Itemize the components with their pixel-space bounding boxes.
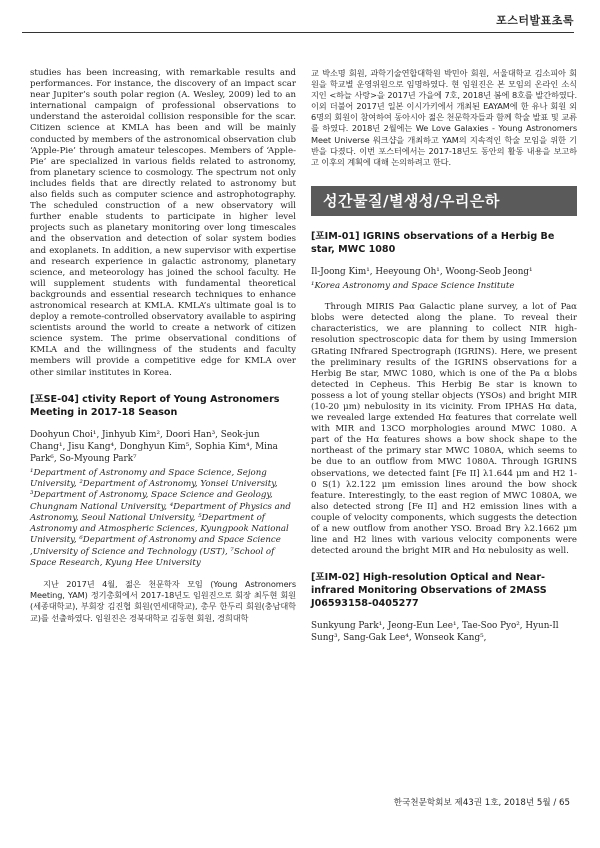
paper-abstract-se04: 지난 2017년 4월, 젊은 천문학자 모임 (Young Astronomers Meeting, YAM) 정기총회에서 2017-18년도 임원진으로 회장 최두현 회원(세종대학교), 부회장 김진협 회원(연세대학교), 총무 한두리 회원(충남대학교)를 선출하였다. 임원진은 경북대학교 김동현 회원, 경희대학 bbox=[30, 579, 296, 623]
right-column bbox=[311, 68, 577, 644]
paper-affiliations-im01: ¹Korea Astronomy and Space Science Institute bbox=[311, 280, 515, 291]
left-column bbox=[30, 68, 296, 624]
header-rule bbox=[22, 32, 574, 33]
paper-authors-se04: Doohyun Choi¹, Jinhyub Kim², Doori Han³, Seok-jun Chang¹, Jisu Kang⁴, Donghyun Kim⁵, Sophia Kim⁴, Mina Park⁶, So-Myoung Park⁷ bbox=[30, 429, 278, 464]
section-banner: 성간물질/별생성/우리은하 bbox=[311, 186, 577, 216]
running-header: 포스터발표초록 bbox=[496, 14, 574, 27]
paper-title-im01: [포IM-01] IGRINS observations of a Herbig Be star, MWC 1080 bbox=[311, 230, 555, 255]
paper-authors-im02: Sunkyung Park¹, Jeong-Eun Lee¹, Tae-Soo Pyo², Hyun-Il Sung³, Sang-Gak Lee⁴, Wonseok Kang⁵, bbox=[311, 621, 559, 644]
paper-title-se04: [포SE-04] ctivity Report of Young Astronomers Meeting in 2017-18 Season bbox=[30, 393, 280, 418]
paper-affiliations-se04: ¹Department of Astronomy and Space Science, Sejong University, ²Department of Astronomy, Yonsei University, ³Department of Astronomy, Space Science and Geology, Chungnam National University, ⁴Department of Physics and Astronomy, Seoul National University, ⁵Department of Astronomy and Atmospheric Sciences, Kyungpook National University, ⁶Department of Astronomy and Space Science ,University of Science and Technology (UST), ⁷School of Space Research, Kyung Hee University bbox=[30, 467, 291, 568]
paper-title-im02: [포IM-02] High-resolution Optical and Near-infrared Monitoring Observations of 2MASS J06593158-0405277 bbox=[311, 572, 547, 610]
continued-korean-paragraph: 교 박소명 회원, 과학기술연합대학원 박민아 회원, 서울대학교 김소피아 회원을 학교별 운영위원으로 임명하였다. 현 임원진은 본 모임의 온라인 소식지인 <하늘 사랑>을 2017년 가을에 7호, 2018년 봄에 8호를 발간하였다. 이외 더불어 2017년 일본 이시가키에서 개최된 EAYAM에 한 유나 회원 외 6명의 회원이 참여하여 동아시아 젊은 천문학자들과 함께 학술 발표 및 교류를 하였다. 2018년 2월에는 We Love Galaxies - Young Astronomers Meet Universe 워크샵을 개최하고 YAM의 지속적인 학술 모임을 위한 기반을 다졌다. 이번 포스터에서는 2017-18년도 동안의 활동 내용을 보고하고 이후의 계획에 대해 논의하려고 한다. bbox=[311, 68, 577, 167]
continued-paragraph: studies has been increasing, with remarkable results and performances. For instance, the discovery of an impact scar near Jupiter’s south polar region (A. Wesley, 2009) led to an international campaign of professional observations to understand the asteroidal collision responsible for the scar. Citizen science at KMLA has been and will be mainly conducted by members of the astronomical observation club ‘Apple-Pie’ through amateur telescopes. Members of ‘Apple-Pie’ are specialized in various fields related to astronomy, from planetary science to cosmology. The spectrum not only includes fields that are directly related to astronomy but also fields such as computer science and astrophotography. The scheduled construction of a new observatory will further enable students to participate in higher level projects such as planetary monitoring over long timescales and the observation and detection of solar system bodies and exoplanets. In addition, a new supervisor with expertise and research experience in galactic astronomy, planetary science, and meteorology has joined the school faculty. He will supplement students with fundamental theoretical backgrounds and essential research techniques to enhance astronomical research at KMLA. KMLA’s ultimate goal is to deploy a remote-controlled observatory available to aspiring scientists around the world to create a network of citizen science system. The prime observational conditions of KMLA and the willingness of the students and faculty members will provide a competitive edge for KMLA over other similar institutes in Korea. bbox=[30, 68, 296, 378]
paper-authors-im01: Il-Joong Kim¹, Heeyoung Oh¹, Woong-Seob Jeong¹ bbox=[311, 266, 533, 277]
paper-abstract-im01: Through MIRIS Paα Galactic plane survey, a lot of Paα blobs were detected along the plane. To reveal their characteristics, we are planning to collect NIR high-resolution spectroscopic data for them by using Immersion GRating INfrared Spectrograph (IGRINS). Here, we present the preliminary results of the IGRINS observations for a Herbig Be star, MWC 1080, which is one of the Pa α blobs detected in Cepheus. This Herbig Be star is known to possess a lot of young stellar objects (YSOs) and bright MIR (10-20 μm) nebulosity in its vicinity. From IPHAS Hα data, we revealed large extended Hα features that correlate well with MIR and 13CO morphologies around MWC 1080. A part of the Hα features shows a bow shock shape to the northeast of the primary star MWC 1080A, which seems to be due to an outflow from MWC 1080A. Through IGRINS observations, we detected faint [Fe II] λ1.644 μm and H2 1-0 S(1) λ2.122 μm emission lines around the bow shock feature. Interestingly, to the east region of MWC 1080A, we also detected strong [Fe II] and H2 emission lines with a couple of velocity components, which suggests the detection of a new outflow from another YSO. Broad Brγ λ2.1662 μm line and H2 lines with various velocity components were detected around the bright MIR and Hα nebulosity as well. bbox=[311, 302, 577, 557]
page-footer: 한국천문학회보 제43권 1호, 2018년 5월 / 65 bbox=[393, 798, 570, 808]
